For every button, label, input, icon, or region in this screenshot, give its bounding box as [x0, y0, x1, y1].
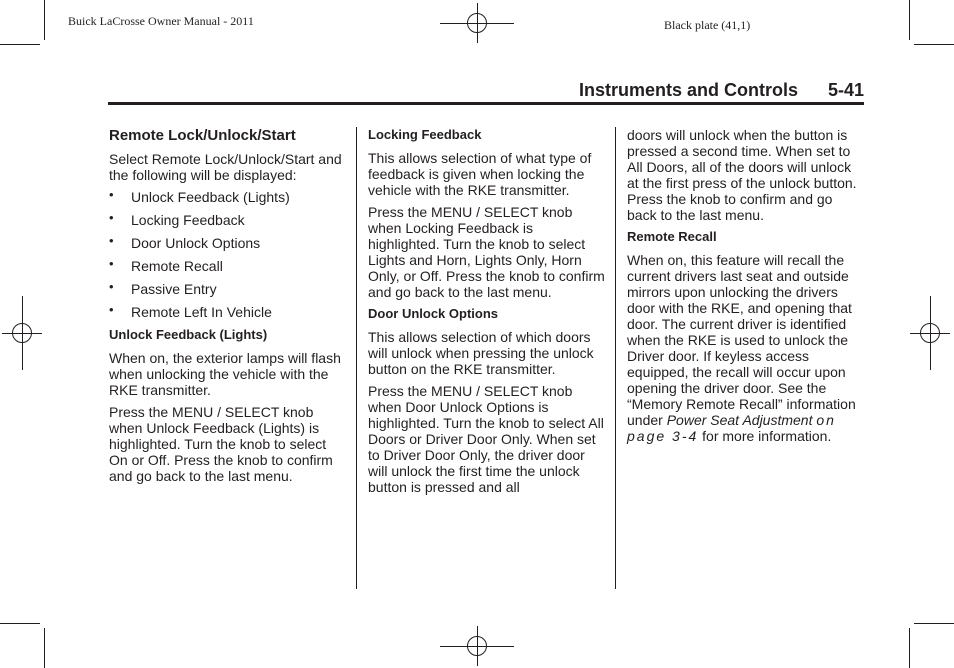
list-item: • Door Unlock Options [109, 235, 347, 251]
list-item: • Passive Entry [109, 281, 347, 297]
crop-mark [909, 0, 910, 40]
registration-mark-top [440, 3, 514, 43]
paragraph-text: When on, this feature will recall the current drivers last seat and outside mirrors upon unlocking the drivers door with the RKE, and opening that door. The current driver is identified when the RKE is used to unlock the Driver door. If keyless access equipped, the recall will occur upon opening the driver door. See the “Memory Remote Recall” information under [627, 252, 856, 428]
column-1 [109, 127, 347, 490]
crop-mark [44, 0, 45, 40]
list-item: • Remote Left In Vehicle [109, 304, 347, 320]
crop-mark [909, 628, 910, 668]
crop-mark [44, 628, 45, 668]
paragraph: This allows selection of what type of feedback is given when locking the vehicle with the RKE transmitter. [368, 150, 592, 198]
plate-label: Black plate (41,1) [664, 18, 751, 32]
list-item: • Locking Feedback [109, 212, 347, 228]
column-divider [356, 127, 357, 589]
registration-mark-right [910, 296, 950, 370]
list-item: • Remote Recall [109, 258, 347, 274]
manual-title: Buick LaCrosse Owner Manual - 2011 [68, 14, 254, 28]
crop-mark [914, 44, 954, 45]
subheading: Locking Feedback [368, 127, 482, 142]
paragraph [627, 252, 865, 444]
reference-title: Power Seat Adjustment [666, 412, 813, 428]
registration-mark-bottom [440, 626, 514, 666]
paragraph: Press the MENU / SELECT knob when Locking Feedback is highlighted. Turn the knob to select Lights and Horn, Lights Only, Horn Only, or Off. Press the knob to confirm and go back to the last menu. [368, 204, 605, 300]
paragraph: Select Remote Lock/Unlock/Start and the following will be displayed: [109, 151, 342, 183]
column-divider [615, 127, 616, 589]
section-header [579, 80, 864, 101]
paragraph: doors will unlock when the button is pressed a second time. When set to All Doors, all of the doors will unlock at the first press of the unlock button. Press the knob to confirm and go back to the last menu. [627, 127, 857, 223]
subheading: Remote Recall [627, 229, 717, 244]
registration-mark-left [2, 296, 42, 370]
page-number: 5-41 [827, 80, 864, 100]
crop-mark [0, 44, 40, 45]
subheading: Door Unlock Options [368, 306, 498, 321]
reference-page: on page 3-4 [627, 412, 836, 444]
list-item: • Unlock Feedback (Lights) [109, 189, 347, 205]
crop-mark [914, 623, 954, 624]
paragraph: Press the MENU / SELECT knob when Door Unlock Options is highlighted. Turn the knob to select All Doors or Driver Door Only. When set to Driver Door Only, the driver door will unlock the first time the unlock button is pressed and all [368, 383, 604, 495]
paragraph-text: for more information. [702, 428, 832, 444]
bullet-list [109, 189, 347, 320]
paragraph: Press the MENU / SELECT knob when Unlock Feedback (Lights) is highlighted. Turn the knob to select On or Off. Press the knob to confirm and go back to the last menu. [109, 404, 333, 484]
section-title: Instruments and Controls [578, 80, 798, 100]
column-3 [627, 127, 865, 450]
paragraph: This allows selection of which doors will unlock when pressing the unlock button on the RKE transmitter. [368, 329, 594, 377]
paragraph: When on, the exterior lamps will flash when unlocking the vehicle with the RKE transmitter. [109, 350, 341, 398]
column-2 [368, 127, 606, 501]
crop-mark [0, 623, 40, 624]
section-heading: Remote Lock/Unlock/Start [109, 127, 296, 144]
subheading: Unlock Feedback (Lights) [109, 327, 268, 342]
header-rule [108, 102, 864, 105]
